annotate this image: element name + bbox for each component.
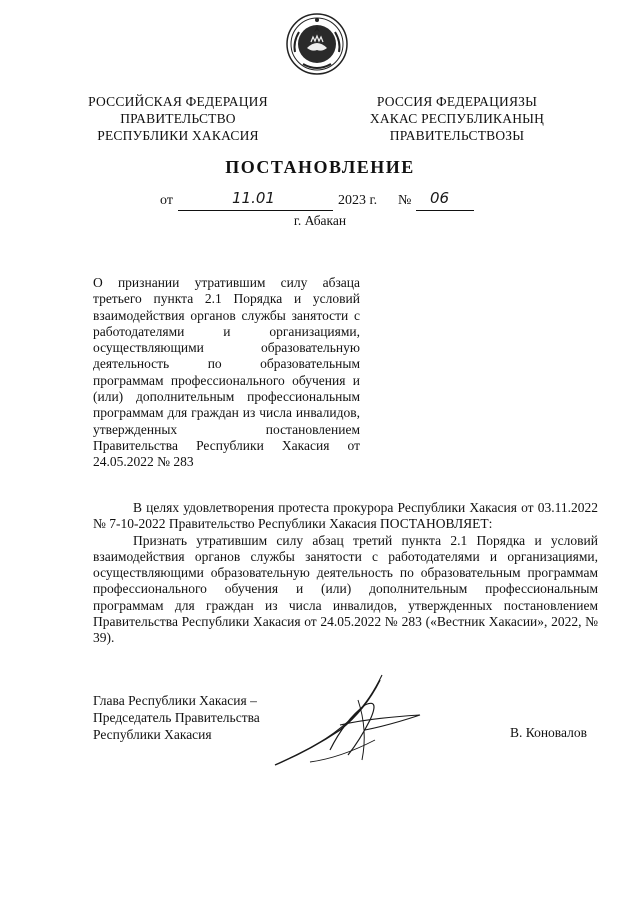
body-paragraph-1: В целях удовлетворения протеста прокурора Республики Хакасия от 03.11.2022 № 7-10-2022 Правительство Республики Хакасия ПОСТАНОВЛЯЕТ: xyxy=(93,500,598,532)
document-title: ПОСТАНОВЛЕНИЕ xyxy=(225,157,415,177)
document-subject: О признании утратившим силу абзаца третьего пункта 2.1 Порядка и условий взаимодействия органов службы занятости с работодателями и организациями, осуществляющими образовательную деятельность по образовательным программам профессионального обучения и (или) дополнительным профессиональным программам для граждан из числа инвалидов, утвержденных постановлением Правительства Республики Хакасия от 24.05.2022 № 283 xyxy=(93,275,360,470)
handwritten-signature xyxy=(270,670,430,775)
date-from-label: от xyxy=(160,193,173,208)
header-left-line-1: РОССИЙСКАЯ ФЕДЕРАЦИЯ xyxy=(88,94,268,109)
header-right-line-3: ПРАВИТЕЛЬСТВОЗЫ xyxy=(389,128,525,143)
handwritten-number: 06 xyxy=(430,189,450,207)
header-left-line-3: РЕСПУБЛИКИ ХАКАСИЯ xyxy=(97,128,259,143)
header-russian xyxy=(78,93,278,144)
signatory-role-line-3: Республики Хакасия xyxy=(93,727,212,742)
signatory-role-line-1: Глава Республики Хакасия – xyxy=(93,693,257,708)
document-body xyxy=(93,500,598,647)
header-right-line-1: РОССИЯ ФЕДЕРАЦИЯЗЫ xyxy=(376,94,538,109)
coat-of-arms-emblem-icon xyxy=(285,12,349,76)
number-label: № xyxy=(398,193,412,208)
signatory-role-line-2: Председатель Правительства xyxy=(93,710,260,725)
header-right-line-2: ХАКАС РЕСПУБЛИКАНЫҢ xyxy=(369,111,545,126)
handwritten-date: 11.01 xyxy=(232,189,275,207)
signatory-name: В. Коновалов xyxy=(510,725,587,740)
city-label: г. Абакан xyxy=(293,213,347,228)
header-left-line-2: ПРАВИТЕЛЬСТВО xyxy=(120,111,236,126)
signatory-role xyxy=(93,692,260,743)
body-paragraph-2: Признать утратившим силу абзац третий пункта 2.1 Порядка и условий взаимодействия органов службы занятости с работодателями и организациями, осуществляющими образовательную деятельность по образовательным программам профессионального обучения и (или) дополнительным профессиональным программам для граждан из числа инвалидов, утвержденных постановлением Правительства Республики Хакасия от 24.05.2022 № 283 («Вестник Хакасии», 2022, № 39). xyxy=(93,532,598,646)
header-khakas xyxy=(352,93,562,144)
date-year: 2023 г. xyxy=(338,193,378,208)
